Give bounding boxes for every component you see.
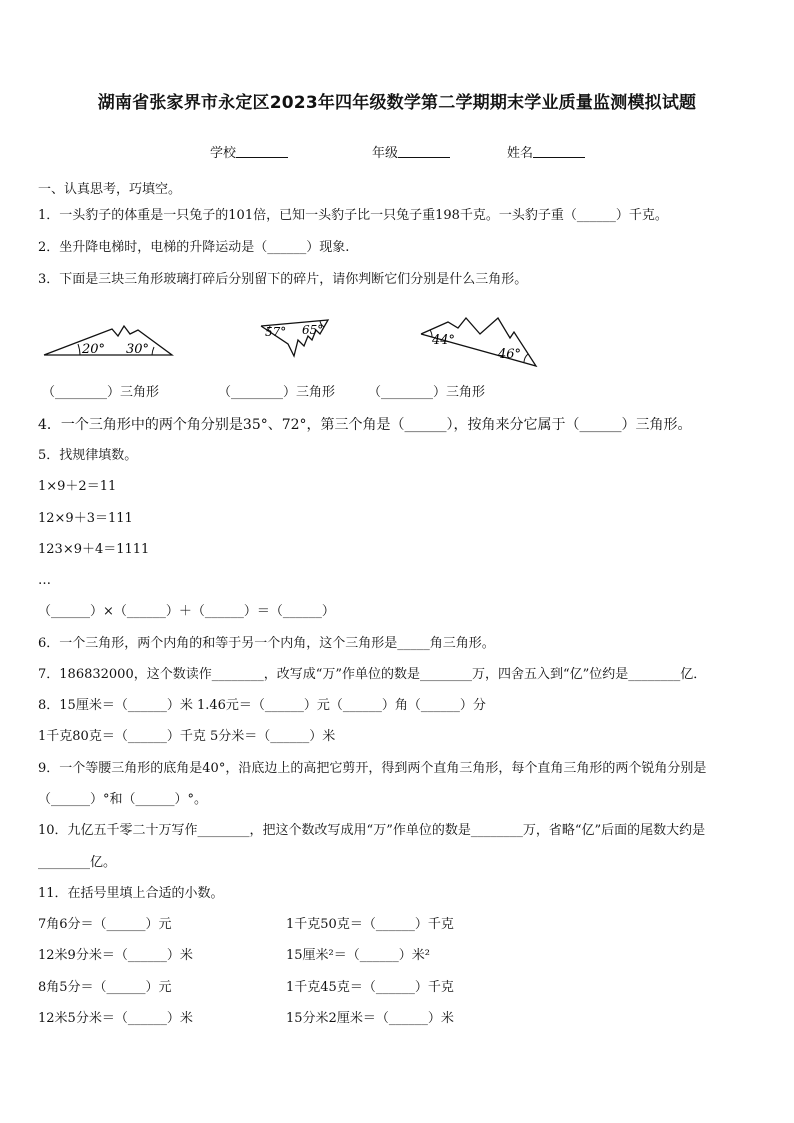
section-heading: 一、认真思考，巧填空。	[38, 182, 182, 197]
school-field[interactable]	[210, 142, 288, 161]
q11-left-item: 8角5分＝（______）元	[38, 980, 172, 995]
question-2: 2．坐升降电梯时，电梯的升降运动是（______）现象.	[38, 240, 350, 255]
name-blank[interactable]	[533, 145, 585, 158]
question-4: 4．一个三角形中的两个角分别是35°、72°，第三个角是（______），按角来分它属于（______）三角形。	[38, 417, 692, 433]
pattern-line: 1×9＋2＝11	[38, 479, 117, 494]
grade-field[interactable]	[372, 142, 450, 161]
pattern-line: 12×9＋3＝111	[38, 511, 133, 526]
triangle-answer-1[interactable]: （________）三角形	[42, 385, 160, 400]
question-10: 10．九亿五千零二十万写作________，把这个数改写成用“万”作单位的数是________万，省略“亿”后面的尾数大约是	[38, 823, 706, 838]
question-9-continued: （______）°和（______）°。	[38, 792, 208, 807]
grade-blank[interactable]	[398, 145, 450, 158]
pattern-answer[interactable]: （______）×（______）＋（______）＝（______）	[38, 604, 335, 619]
name-label: 姓名	[507, 146, 534, 161]
question-3: 3．下面是三块三角形玻璃打碎后分别留下的碎片，请你判断它们分别是什么三角形。	[38, 272, 528, 287]
angle-label: 46°	[498, 347, 522, 362]
school-label: 学校	[210, 146, 237, 161]
question-10-continued: ________亿。	[38, 855, 117, 870]
q11-right-item: 1千克45克＝（______）千克	[286, 980, 454, 995]
angle-label: 65°	[302, 323, 324, 337]
angle-label: 57°	[265, 325, 287, 339]
name-field[interactable]	[507, 142, 585, 161]
q11-right-item: 1千克50克＝（______）千克	[286, 917, 454, 932]
question-9: 9．一个等腰三角形的底角是40°，沿底边上的高把它剪开，得到两个直角三角形，每个直角三角形的两个锐角分别是	[38, 761, 707, 776]
question-5: 5．找规律填数。	[38, 448, 138, 463]
triangle-answer-2[interactable]: （________）三角形	[218, 385, 336, 400]
grade-label: 年级	[372, 146, 399, 161]
q11-left-item: 12米5分米＝（______）米	[38, 1011, 193, 1026]
angle-label: 30°	[126, 342, 150, 357]
triangle-fragment-3	[418, 314, 540, 368]
q11-left-item: 7角6分＝（______）元	[38, 917, 172, 932]
page-title: 湖南省张家界市永定区2023年四年级数学第二学期期末学业质量监测模拟试题	[97, 93, 697, 113]
angle-label: 44°	[432, 333, 456, 348]
question-1: 1．一头豹子的体重是一只兔子的101倍，已知一头豹子比一只兔子重198千克。一头豹子重（______）千克。	[38, 208, 668, 223]
question-8-continued: 1千克80克＝（______）千克 5分米＝（______）米	[38, 729, 336, 744]
q11-left-item: 12米9分米＝（______）米	[38, 948, 193, 963]
school-blank[interactable]	[236, 145, 288, 158]
question-8: 8．15厘米＝（______）米 1.46元＝（______）元（______）角（______）分	[38, 698, 486, 713]
angle-label: 20°	[82, 342, 106, 357]
question-7: 7．186832000，这个数读作________，改写成“万”作单位的数是________万，四舍五入到“亿”位约是________亿．	[38, 667, 707, 682]
q11-right-item: 15厘米²＝（______）米²	[286, 948, 430, 963]
pattern-line: 123×9＋4＝1111	[38, 542, 150, 557]
question-6: 6．一个三角形，两个内角的和等于另一个内角，这个三角形是_____角三角形。	[38, 636, 495, 651]
q11-right-item: 15分米2厘米＝（______）米	[286, 1011, 454, 1026]
pattern-line: …	[38, 573, 51, 588]
triangle-fragment-1	[40, 322, 176, 362]
question-11: 11．在括号里填上合适的小数。	[38, 886, 224, 901]
triangle-fragment-2	[258, 318, 332, 360]
triangle-answer-3[interactable]: （________）三角形	[368, 385, 486, 400]
